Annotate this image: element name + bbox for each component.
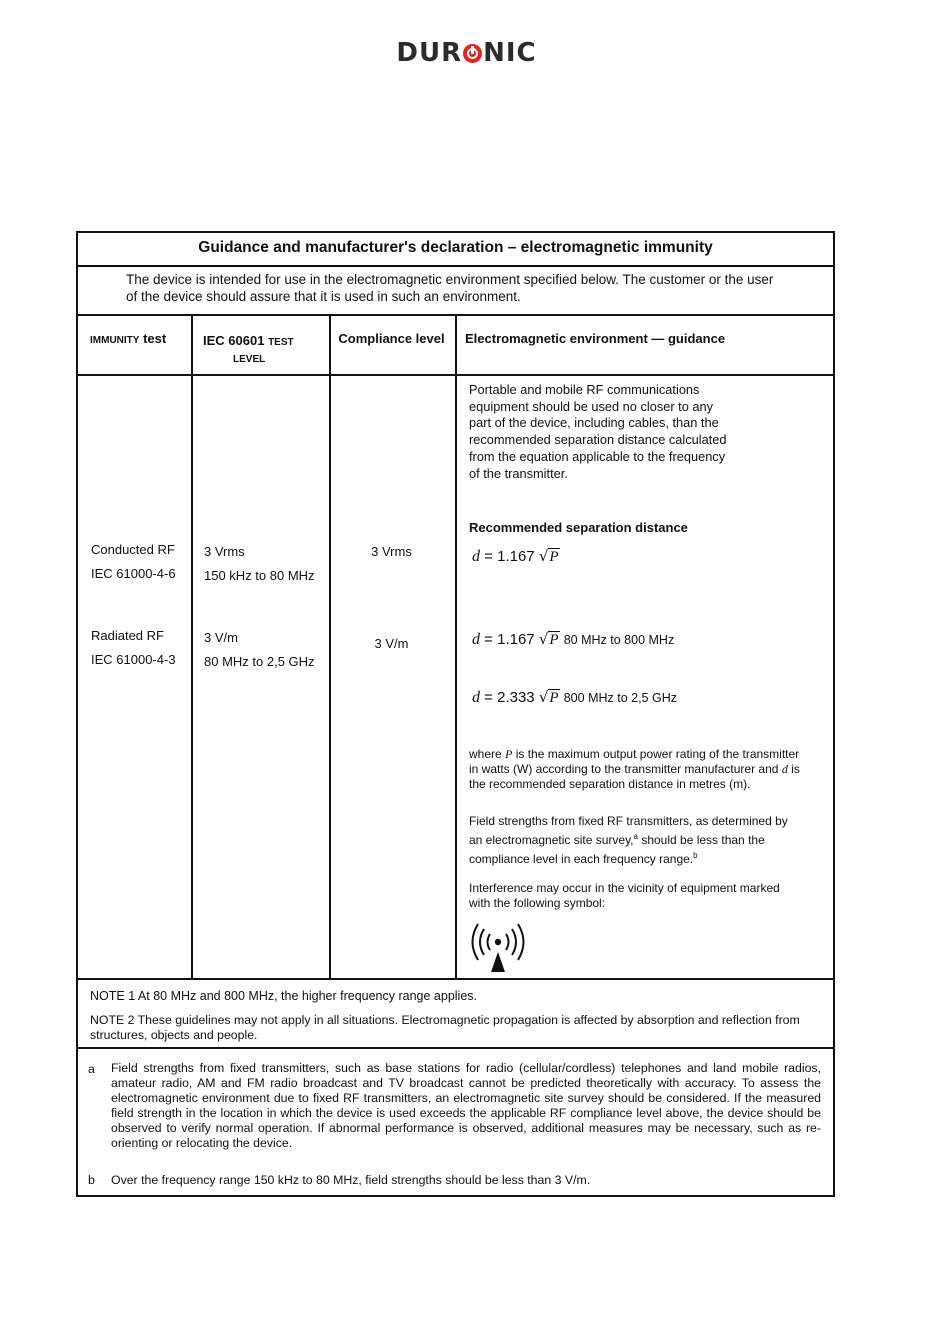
formula-radiated-high: d = 2.333 √P 800 MHz to 2,5 GHz — [472, 688, 677, 706]
header-environment-guidance: Electromagnetic environment — guidance — [465, 331, 726, 346]
conducted-rf-name: Conducted RF — [91, 542, 175, 557]
where-explanation: where P is the maximum output power rating of the transmitter in watts (W) according to the transmitter manufacturer and d is the recommended separation distance in metres (m). — [469, 747, 800, 791]
divider — [78, 1047, 833, 1049]
power-icon — [463, 44, 482, 63]
formula-radiated-low: d = 1.167 √P 80 MHz to 800 MHz — [472, 630, 675, 648]
duronic-logo: DUR NIC — [396, 38, 537, 68]
footnote-b: Over the frequency range 150 kHz to 80 MHz, field strengths should be less than 3 V/m. — [111, 1173, 591, 1187]
footnote-a-label: a — [88, 1062, 95, 1076]
field-strength-guidance: Field strengths from fixed RF transmitters, as determined by an electromagnetic site survey,$^a$ should be less than the compliance level in each frequency range.$^b$ — [469, 814, 788, 866]
header-immunity-test: IMMUNITY test — [90, 331, 167, 346]
conducted-rf-level: 3 Vrms — [204, 544, 245, 559]
non-ionizing-radiation-icon — [470, 922, 526, 974]
note-2: NOTE 2 These guidelines may not apply in all situations. Electromagnetic propagation is affected by absorption and reflection from structures, objects and people. — [90, 1013, 800, 1042]
emc-immunity-table — [76, 231, 835, 1197]
footnote-b-label: b — [88, 1173, 95, 1187]
note-1: NOTE 1 At 80 MHz and 800 MHz, the higher frequency range applies. — [90, 989, 478, 1003]
interference-warning: Interference may occur in the vicinity of equipment marked with the following symbol: — [469, 881, 780, 910]
guidance-intro: Portable and mobile RF communications equipment should be used no closer to any part of the device, including cables, than the recommended separation distance calculated from the equation applicable to the frequency of the transmitter. — [469, 382, 727, 481]
header-compliance-level: Compliance level — [338, 331, 445, 346]
footnote-a: Field strengths from fixed transmitters, such as base stations for radio (cellular/cordless) telephones and land mobile radios, amateur radio, AM and FM radio broadcast and TV broadcast cannot be predicted theoretically with accuracy. To assess the electromagnetic environment due to fixed RF transmitters, an electromagnetic site survey should be considered. If the measured field strength in the location in which the device is used exceeds the applicable RF compliance level above, the device should be observed to verify normal operation. If abnormal performance is observed, additional measures may be necessary, such as re-orienting or relocating the device. — [111, 1061, 821, 1150]
table-intro: The device is intended for use in the electromagnetic environment specified below. The customer or the user of the device should assure that it is used in such an environment. — [126, 272, 774, 304]
formula-conducted: d = 1.167 √P — [472, 547, 559, 565]
radiated-rf-level: 3 V/m — [204, 630, 238, 645]
radiated-rf-name: Radiated RF — [91, 628, 164, 643]
divider — [78, 978, 833, 980]
radiated-rf-compliance: 3 V/m — [374, 636, 409, 651]
column-divider — [191, 316, 193, 978]
conducted-rf-compliance: 3 Vrms — [371, 544, 412, 559]
column-divider — [455, 316, 457, 978]
conducted-rf-standard: IEC 61000-4-6 — [91, 566, 176, 581]
divider — [78, 265, 833, 267]
column-divider — [329, 316, 331, 978]
table-title: Guidance and manufacturer's declaration – electromagnetic immunity — [198, 239, 713, 256]
conducted-rf-range: 150 kHz to 80 MHz — [204, 568, 315, 583]
radiated-rf-standard: IEC 61000-4-3 — [91, 652, 176, 667]
header-iec-test-level: IEC 60601 TEST LEVEL — [203, 333, 294, 365]
recommended-distance-label: Recommended separation distance — [469, 520, 688, 535]
radiated-rf-range: 80 MHz to 2,5 GHz — [204, 654, 315, 669]
